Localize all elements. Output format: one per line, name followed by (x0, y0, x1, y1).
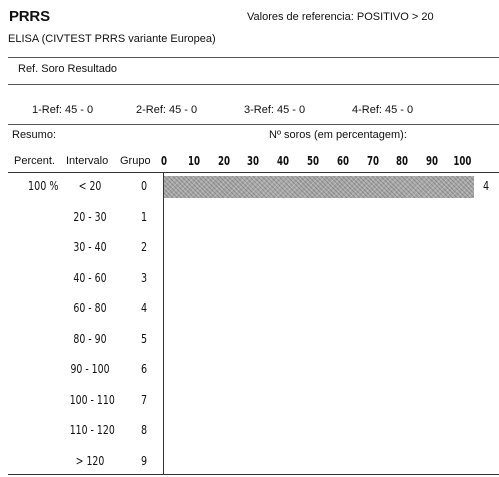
x-tick-label: 70 (366, 154, 379, 168)
bar-count-label: 4 (483, 179, 490, 193)
column-header-interval: Intervalo (66, 155, 109, 167)
group-label: 0 (140, 179, 148, 193)
divider-chart (8, 172, 499, 173)
reference-item: 3-Ref: 45 - 0 (244, 104, 306, 116)
column-header-group: Grupo (120, 155, 151, 167)
interval-label: 110 - 120 (69, 423, 115, 437)
interval-label: 90 - 100 (70, 362, 110, 376)
x-tick-label: 10 (187, 154, 200, 168)
interval-label: 100 - 110 (69, 392, 115, 407)
x-tick-label: 40 (277, 154, 290, 168)
chart-title: Nº soros (em percentagem): (269, 129, 407, 141)
x-tick-label: 0 (160, 154, 168, 168)
section-label: Ref. Soro Resultado (18, 63, 118, 75)
reference-item: 4-Ref: 45 - 0 (352, 104, 414, 116)
x-tick-label: 80 (396, 154, 409, 168)
reference-values: Valores de referencia: POSITIVO > 20 (247, 11, 434, 23)
resumo-label: Resumo: (12, 129, 57, 141)
group-label: 6 (140, 362, 148, 376)
interval-label: 20 - 30 (73, 209, 107, 224)
x-tick-label: 30 (247, 154, 260, 168)
column-header-percent: Percent. (14, 155, 55, 167)
divider-bottom (8, 474, 499, 475)
group-label: 8 (140, 423, 148, 437)
reference-item: 2-Ref: 45 - 0 (136, 104, 198, 116)
divider-summary (8, 124, 499, 125)
test-subtitle: ELISA (CIVTEST PRRS variante Europea) (8, 33, 216, 45)
group-label: 7 (140, 392, 148, 407)
interval-label: > 120 (75, 453, 105, 468)
x-tick-label: 60 (336, 154, 349, 168)
reference-item: 1-Ref: 45 - 0 (32, 104, 94, 116)
interval-label: 80 - 90 (73, 331, 107, 346)
x-tick-label: 50 (306, 154, 320, 168)
group-label: 9 (140, 453, 148, 468)
group-label: 1 (140, 209, 148, 224)
group-label: 4 (140, 301, 148, 315)
interval-label: < 20 (78, 179, 102, 193)
group-label: 2 (140, 240, 148, 254)
interval-label: 40 - 60 (73, 270, 107, 285)
group-label: 5 (140, 331, 148, 346)
page-title: PRRS (9, 8, 50, 25)
divider-section (8, 84, 499, 85)
chart-bar (164, 176, 474, 198)
divider-top (8, 57, 499, 58)
group-label: 3 (140, 270, 148, 285)
interval-label: 60 - 80 (73, 301, 107, 315)
percent-label: 100 % (28, 179, 59, 193)
x-tick-label: 100 (453, 154, 472, 168)
chart-axis (163, 172, 164, 474)
x-tick-label: 20 (217, 154, 230, 168)
interval-label: 30 - 40 (73, 240, 107, 254)
x-tick-label: 90 (426, 154, 439, 168)
